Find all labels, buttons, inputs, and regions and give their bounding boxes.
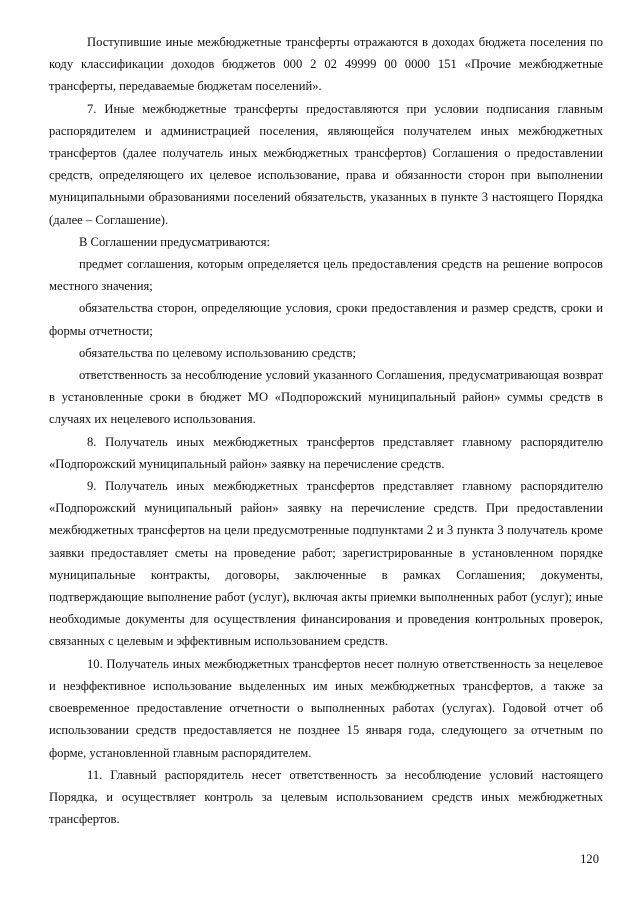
paragraph-agreement-responsibility: ответственность за несоблюдение условий указанного Соглашения, предусматривающая возврат в установленные сроки в бюджет МО «Подпорожский муниципальный район» суммы средств в случаях их нецелевого использования. [49,368,603,427]
paragraph-item-11: 11. Главный распорядитель несет ответственность за несоблюдение условий настоящего Порядка, и осуществляет контроль за целевым использованием средств иных межбюджетных трансфертов. [49,767,603,827]
paragraph-transfers-accounting: Поступившие иные межбюджетные трансферты отражаются в доходах бюджета поселения по коду классификации доходов бюджетов 000 2 02 49999 00 0000 151 «Прочие межбюджетные трансферты, передаваемые бюджетам поселений». [49,35,603,94]
paragraph-item-9: 9. Получатель иных межбюджетных трансфертов представляет главному распорядителю «Подпорожский муниципальный район» заявку на перечисление средств. При предоставлении межбюджетных трансфертов на цели предусмотренные подпунктами 2 и 3 пункта 3 получатель кроме заявки предоставляет сметы на проведение работ; зарегистрированные в установленном порядке муниципальные контракты, договоры, заключенные в рамках Соглашения; документы, подтверждающие выполнение работ (услуг), включая акты приемки выполненных работ (услуг); иные необходимые документы для осуществления финансирования и проведения контрольных проверок, связанных с целевым и эффективным использованием средств. [49,479,603,649]
page-number: 120 [580,852,599,866]
paragraph-item-8: 8. Получатель иных межбюджетных трансфертов представляет главному распорядителю «Подпорожский муниципальный район» заявку на перечисление средств. [49,434,603,471]
document-body [49,31,603,830]
paragraph-agreement-subject: предмет соглашения, которым определяется цель предоставления средств на решение вопросов местного значения; [49,257,603,294]
paragraph-agreement-obligations: обязательства сторон, определяющие условия, сроки предоставления и размер средств, сроки и формы отчетности; [49,301,603,338]
paragraph-agreement-target-use: обязательства по целевому использованию средств; [79,345,356,360]
paragraph-item-7: 7. Иные межбюджетные трансферты предоставляются при условии подписания главным распорядителем и администрацией поселения, являющейся получателем иных межбюджетных трансфертов (далее получатель иных межбюджетных трансфертов) Соглашения о предоставлении средств, определяющего их целевое использование, права и обязанности сторон при выполнении муниципальными образованиями поселений обязательств, указанных в пункте 3 настоящего Порядка (далее – Соглашение). [49,101,603,227]
paragraph-item-10: 10. Получатель иных межбюджетных трансфертов несет полную ответственность за нецелевое и неэффективное использование выделенных им иных межбюджетных трансфертов, а также за своевременное предоставление отчетности о выполненных работах (услугах). Годовой отчет об использовании средств предоставляется не позднее 15 января года, следующего за отчетным по форме, установленной главным распорядителем. [49,656,603,760]
paragraph-agreement-intro: В Соглашении предусматриваются: [79,234,271,249]
